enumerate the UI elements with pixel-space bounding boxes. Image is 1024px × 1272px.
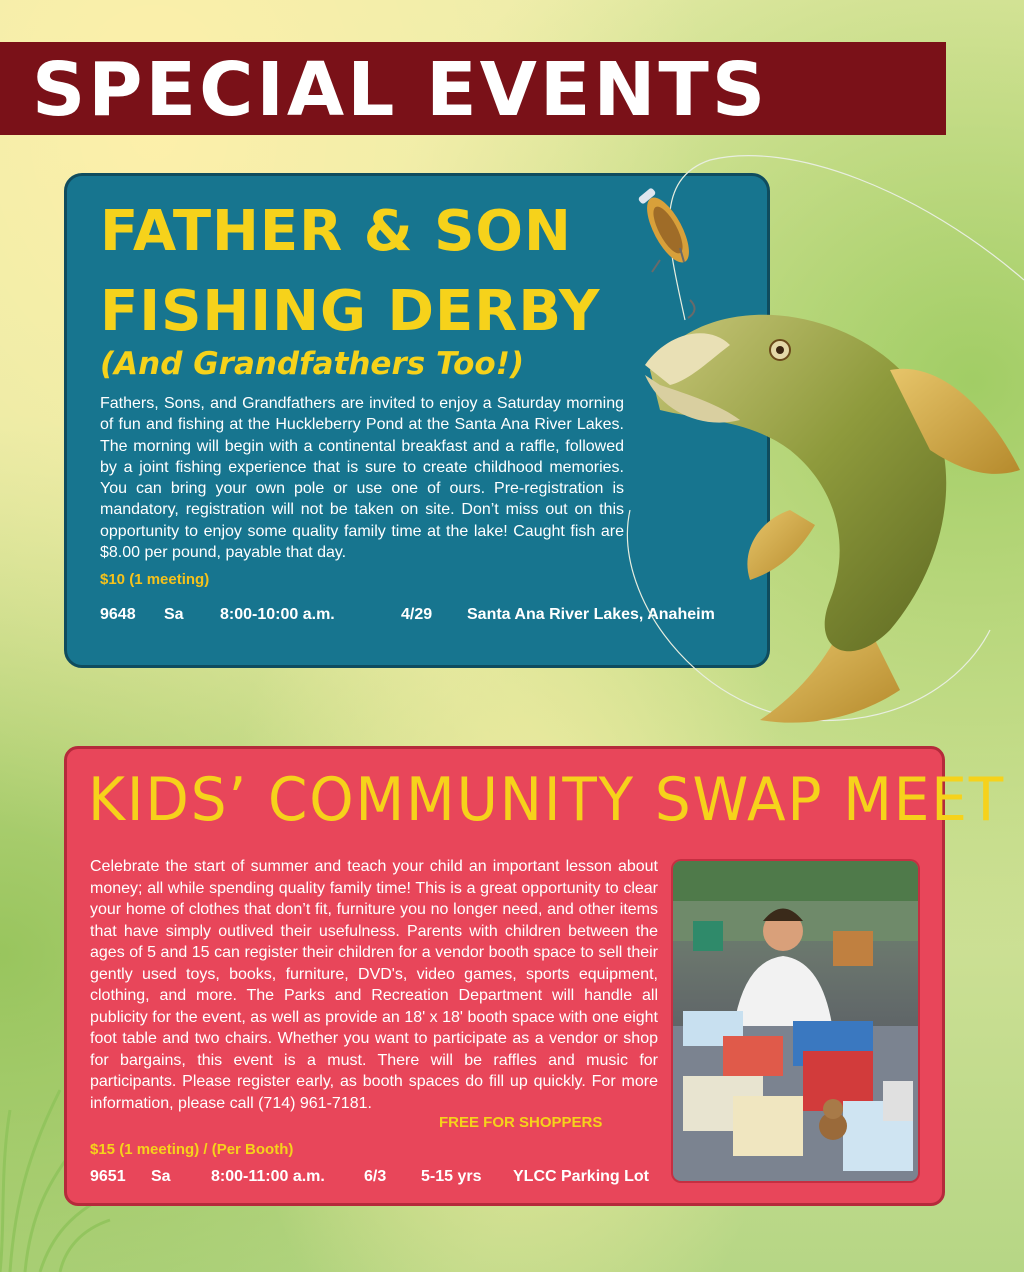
fishing-title-line1: FATHER & SON xyxy=(100,199,572,264)
fishing-lure-icon xyxy=(638,187,698,318)
fishing-derby-title xyxy=(100,192,600,352)
swap-time: 8:00-11:00 a.m. xyxy=(211,1168,325,1185)
fishing-course-number: 9648 xyxy=(100,606,136,623)
swap-meet-title: KIDS’ COMMUNITY SWAP MEET xyxy=(88,765,1006,835)
swap-meet-photo xyxy=(673,861,918,1181)
swap-date: 6/3 xyxy=(364,1168,387,1185)
fishing-time: 8:00-10:00 a.m. xyxy=(220,606,335,623)
swap-day: Sa xyxy=(151,1168,171,1185)
fishing-title-line2: FISHING DERBY xyxy=(100,279,601,344)
fishing-location: Santa Ana River Lakes, Anaheim xyxy=(467,606,715,623)
fishing-derby-subtitle: (And Grandfathers Too!) xyxy=(100,346,525,382)
free-for-shoppers-note: FREE FOR SHOPPERS xyxy=(439,1114,603,1131)
fishing-derby-description: Fathers, Sons, and Grandfathers are invited to enjoy a Saturday morning of fun and fishing at the Huckleberry Pond at the Santa Ana River Lakes. The morning will begin with a continental breakfast and a raffle, followed by a joint fishing experience that is sure to create childhood memories. You can bring your own pole or use one of ours. Pre-registration is mandatory, registration will not be taken on site. Don’t miss out on this opportunity to enjoy some quality family time at the lake! Caught fish are $8.00 per pound, payable that day. xyxy=(100,395,624,562)
bass-fish-illustration xyxy=(590,130,1024,750)
swap-course-number: 9651 xyxy=(90,1168,126,1185)
swap-location: YLCC Parking Lot xyxy=(513,1168,650,1185)
swap-ages: 5-15 yrs xyxy=(421,1168,482,1185)
swap-meet-description: Celebrate the start of summer and teach your child an important lesson about money; all while spending quality family time! This is a great opportunity to clear your home of clothes that don’t fit, furniture you no longer need, and other items that have simply outlived their usefulness. Parents with children between the ages of 5 and 15 can register their children for a vendor booth space to sell their gently used toys, books, furniture, DVD's, video games, sports equipment, clothing, and more. The Parks and Recreation Department will handle all publicity for the event, as well as provide an 18' x 18' booth space with one eight foot table and two chairs. Whether you want to participate as a vendor or shop for bargains, this event is a must. There will be raffles and music for participants. Please register early, as booth spaces do fill up quickly. For more information, please call (714) 961-7181. xyxy=(90,858,658,1112)
page-title: SPECIAL EVENTS xyxy=(32,47,769,133)
fishing-derby-price: $10 (1 meeting) xyxy=(100,571,210,588)
swap-meet-price: $15 (1 meeting) / (Per Booth) xyxy=(90,1141,294,1158)
fishing-date: 4/29 xyxy=(401,606,433,623)
fishing-day: Sa xyxy=(164,606,184,623)
boy-at-swap-table-image xyxy=(673,861,918,1181)
